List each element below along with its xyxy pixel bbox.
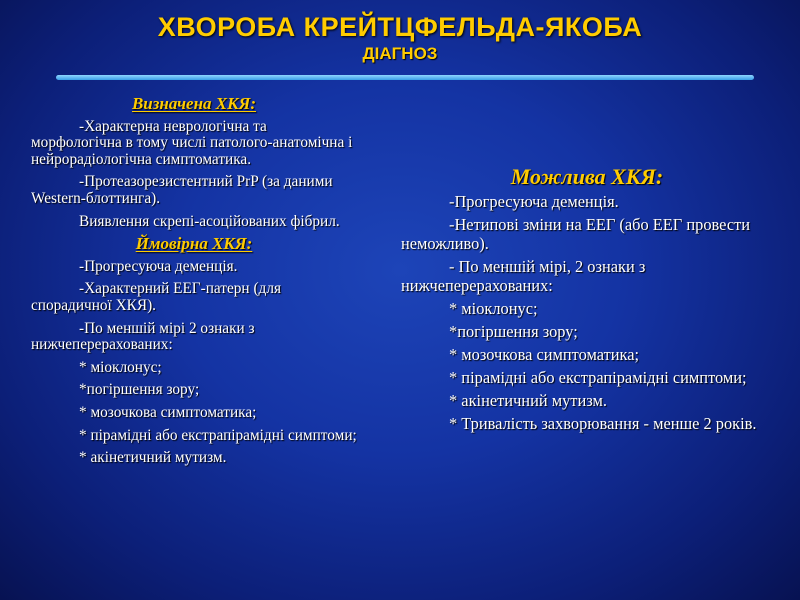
slide-title: ХВОРОБА КРЕЙТЦФЕЛЬДА-ЯКОБА [157,12,643,42]
probable-item: *погіршення зору; [79,381,200,399]
probable-item: * акінетичний мутизм. [79,449,227,467]
possible-item: * міоклонус; [449,299,538,318]
title-divider [56,75,754,80]
probable-heading: Ймовірна ХКЯ: [135,234,253,254]
right-column [401,164,773,437]
possible-item: * мозочкова симптоматика; [449,345,640,364]
probable-item: -Прогресуюча деменція. [79,257,238,275]
possible-item: - По меншій мірі, 2 ознаки з нижчеперерахованих: [401,257,646,295]
definite-heading: Визначена ХКЯ: [131,94,257,113]
definite-item: Виявлення скрепі-асоційованих фібрил. [79,212,340,230]
possible-item: -Прогресуюча деменція. [449,192,619,211]
probable-item: -По меншій мірі 2 ознаки з нижчеперерахованих: [31,319,255,354]
left-column [31,96,357,473]
possible-item: * пірамідні або екстрапірамідні симптоми; [449,368,747,387]
definite-item: -Протеазорезистентний PrP (за даними Western-блоттинга). [31,173,333,207]
probable-item: * міоклонус; [79,358,162,376]
probable-item: * пірамідні або екстрапірамідні симптоми; [79,426,357,444]
possible-item: *погіршення зору; [449,322,578,341]
possible-item: * Тривалість захворювання - менше 2 років. [449,414,757,433]
slide-subtitle: ДІАГНОЗ [362,44,438,63]
probable-item: * мозочкова симптоматика; [79,403,257,421]
possible-item: -Нетипові зміни на ЕЕГ (або ЕЕГ провести неможливо). [401,215,751,253]
probable-item: -Характерний ЕЕГ-патерн (для спорадичної ХКЯ). [31,280,281,314]
possible-item: * акінетичний мутизм. [449,391,607,410]
possible-heading: Можлива ХКЯ: [510,164,664,189]
definite-item: -Характерна неврологічна та морфологічна в тому числі патолого-анатомічна і нейрорадіологічна симптоматика. [31,117,353,168]
